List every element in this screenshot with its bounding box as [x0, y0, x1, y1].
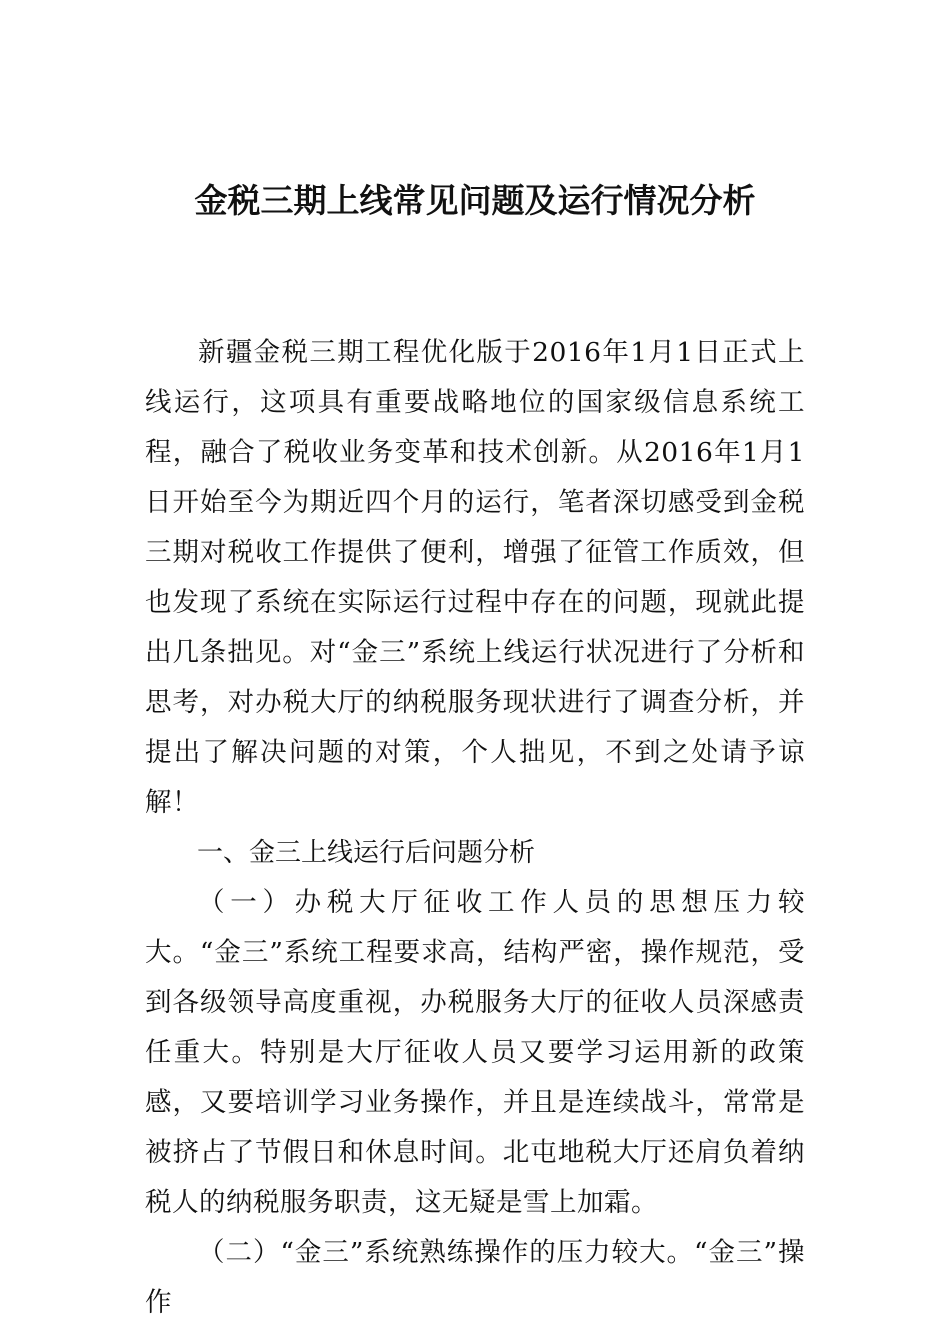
document-title: 金税三期上线常见问题及运行情况分析 — [194, 181, 756, 220]
intro-paragraph: 新疆金税三期工程优化版于2016年1月1日正式上线运行，这项具有重要战略地位的国家级信息系统工程，融合了税收业务变革和技术创新。从2016年1月1日开始至今为期近四个月的运行，笔者深切感受到金税三期对税收工作提供了便利，增强了征管工作质效，但也发现了系统在实际运行过程中存在的问题，现就此提出几条拙见。对“金三”系统上线运行状况进行了分析和思考，对办税大厅的纳税服务现状进行了调查分析，并提出了解决问题的对策，个人拙见，不到之处请予谅解！ — [145, 337, 805, 818]
section-paragraph-2: （二）“金三”系统熟练操作的压力较大。“金三”操作 — [145, 1237, 805, 1318]
section-heading: 一、金三上线运行后问题分析 — [197, 838, 536, 868]
section-paragraph-1: （一）办税大厅征收工作人员的思想压力较大。“金三”系统工程要求高，结构严密，操作规范，受到各级领导高度重视，办税服务大厅的征收人员深感责任重大。特别是大厅征收人员又要学习运用新的政策感，又要培训学习业务操作，并且是连续战斗，常常是被挤占了节假日和休息时间。北屯地税大厅还肩负着纳税人的纳税服务职责，这无疑是雪上加霜。 — [145, 887, 805, 1218]
document-body — [145, 328, 805, 1328]
